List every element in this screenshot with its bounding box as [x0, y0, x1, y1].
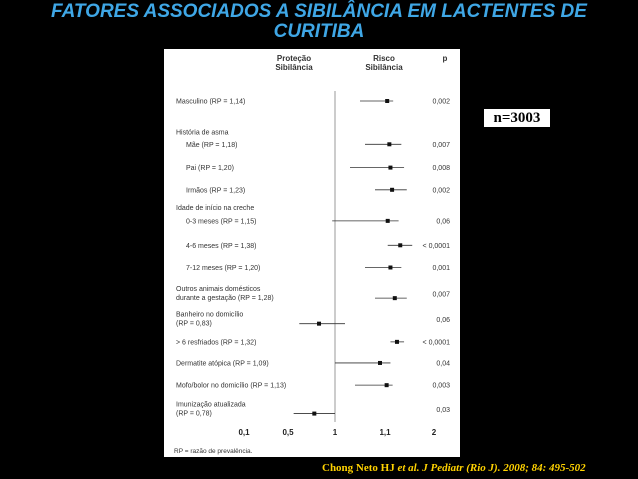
row-label-12: Imunização atualizada [176, 401, 246, 409]
x-axis-ticks [238, 428, 436, 437]
citation-authors: Chong Neto HJ [322, 462, 398, 474]
x-tick-label-4: 2 [431, 428, 437, 437]
citation-reference: et al. J Pediatr (Rio J). 2008; 84: 495-502 [397, 462, 586, 474]
row-label-8: Banheiro no domicílio [176, 311, 244, 319]
point-estimate-10 [378, 361, 382, 365]
p-value-2: 0,008 [432, 165, 450, 173]
title-line-1: FATORES ASSOCIADOS A SIBILÂNCIA EM LACTENTES DE [51, 1, 587, 22]
p-value-10: 0,04 [436, 360, 450, 368]
point-estimate-0 [385, 99, 389, 103]
citation [322, 462, 586, 474]
point-estimate-3 [390, 188, 394, 192]
x-tick-label-3: 1,1 [379, 428, 391, 437]
point-estimate-6 [388, 266, 392, 270]
row-label-4: 0-3 meses (RP = 1,15) [186, 218, 257, 226]
title-line-2: CURITIBA [273, 21, 365, 42]
slide-title [0, 2, 638, 42]
row-label-10: Dermatite atópica (RP = 1,09) [176, 360, 269, 368]
point-estimate-12 [312, 412, 316, 416]
row-label-5: 4-6 meses (RP = 1,38) [186, 242, 257, 250]
row-label-line2-7: durante a gestação (RP = 1,28) [176, 295, 274, 303]
forest-plot [164, 49, 460, 457]
point-estimate-2 [388, 166, 392, 170]
x-tick-label-1: 0,5 [282, 428, 294, 437]
point-estimate-4 [386, 219, 390, 223]
header-p: p [442, 54, 448, 63]
p-value-7: 0,007 [432, 291, 450, 299]
point-estimate-11 [385, 383, 389, 387]
row-label-9: > 6 resfriados (RP = 1,32) [176, 339, 257, 347]
sample-size-box: n=3003 [482, 107, 552, 129]
header-risk-line1: Risco [373, 54, 395, 63]
row-label-line2-8: (RP = 0,83) [176, 320, 212, 328]
p-value-6: 0,001 [432, 265, 450, 272]
point-estimate-5 [398, 243, 402, 247]
p-value-8: 0,06 [436, 317, 450, 325]
p-value-3: 0,002 [432, 187, 450, 195]
heading-1: Idade de início na creche [176, 205, 255, 213]
row-label-6: 7-12 meses (RP = 1,20) [186, 265, 261, 272]
forest-plot-panel [164, 49, 460, 457]
row-label-3: Irmãos (RP = 1,23) [186, 187, 246, 195]
row-label-7: Outros animais domésticos [176, 286, 261, 294]
header-protection-line1: Proteção [276, 54, 312, 63]
x-tick-label-0: 0,1 [238, 428, 250, 437]
p-value-4: 0,06 [436, 218, 450, 226]
point-estimate-9 [395, 340, 399, 344]
header-risk-line2: Sibilância [365, 63, 403, 72]
header-protection-line2: Sibilância [275, 63, 313, 72]
point-estimate-1 [387, 142, 391, 146]
forest-rows [176, 99, 450, 418]
p-value-5: < 0,0001 [422, 242, 450, 250]
footnote: RP = razão de prevalência. [174, 448, 253, 455]
p-value-11: 0,003 [432, 382, 450, 390]
p-value-9: < 0,0001 [422, 339, 450, 347]
x-tick-label-2: 1 [332, 428, 338, 437]
row-label-1: Mãe (RP = 1,18) [186, 141, 238, 149]
row-label-2: Pai (RP = 1,20) [186, 165, 234, 173]
point-estimate-7 [393, 296, 397, 300]
row-label-0: Masculino (RP = 1,14) [176, 98, 246, 106]
p-value-1: 0,007 [432, 141, 450, 149]
point-estimate-8 [317, 322, 321, 326]
heading-0: História de asma [176, 129, 229, 137]
row-label-11: Mofo/bolor no domicílio (RP = 1,13) [176, 382, 287, 390]
row-label-line2-12: (RP = 0,78) [176, 410, 212, 418]
p-value-0: 0,002 [432, 98, 450, 106]
p-value-12: 0,03 [436, 407, 450, 415]
